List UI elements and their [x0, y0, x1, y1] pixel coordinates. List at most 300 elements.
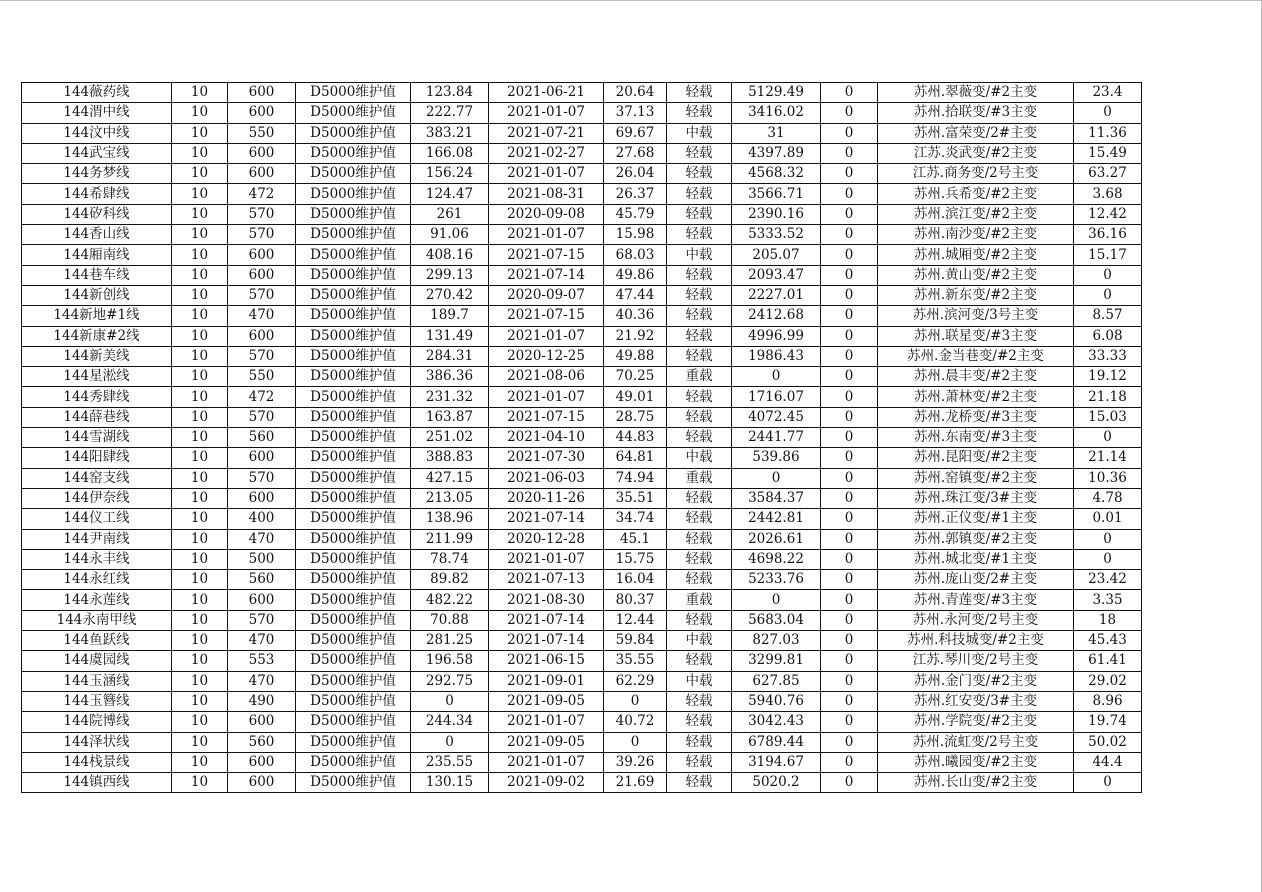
- date-cell: 2021-07-15: [489, 306, 604, 326]
- last-value-cell: 23.4: [1074, 83, 1142, 103]
- substation-cell: 江苏.商务变/2号主变: [878, 164, 1074, 184]
- max-current-cell: 427.15: [411, 468, 489, 488]
- zero-cell: 0: [821, 83, 878, 103]
- voltage-cell: 10: [172, 549, 228, 569]
- zero-cell: 0: [821, 448, 878, 468]
- load-status-cell: 轻载: [667, 428, 732, 448]
- rated-current-cell: 600: [228, 143, 296, 163]
- last-value-cell: 0: [1074, 265, 1142, 285]
- voltage-cell: 10: [172, 610, 228, 630]
- voltage-cell: 10: [172, 651, 228, 671]
- date-cell: 2021-01-07: [489, 164, 604, 184]
- line-name-cell: 144希肆线: [22, 184, 172, 204]
- substation-cell: 苏州.城厢变/#2主变: [878, 245, 1074, 265]
- date-cell: 2021-07-14: [489, 265, 604, 285]
- max-current-cell: 124.47: [411, 184, 489, 204]
- max-current-cell: 270.42: [411, 285, 489, 305]
- table-row: [22, 164, 1142, 184]
- line-name-cell: 144虞园线: [22, 651, 172, 671]
- line-name-cell: 144薛巷线: [22, 407, 172, 427]
- voltage-cell: 10: [172, 631, 228, 651]
- load-status-cell: 轻载: [667, 529, 732, 549]
- rated-current-cell: 470: [228, 529, 296, 549]
- substation-cell: 苏州.红安变/3#主变: [878, 691, 1074, 711]
- date-cell: 2021-02-27: [489, 143, 604, 163]
- load-rate-cell: 49.88: [604, 346, 667, 366]
- voltage-cell: 10: [172, 367, 228, 387]
- load-status-cell: 轻载: [667, 306, 732, 326]
- max-current-cell: 91.06: [411, 225, 489, 245]
- line-name-cell: 144阳肆线: [22, 448, 172, 468]
- last-value-cell: 0: [1074, 103, 1142, 123]
- load-rate-cell: 12.44: [604, 610, 667, 630]
- substation-cell: 苏州.郭镇变/#2主变: [878, 529, 1074, 549]
- line-name-cell: 144伊奈线: [22, 488, 172, 508]
- remaining-capacity-cell: 2441.77: [732, 428, 821, 448]
- zero-cell: 0: [821, 428, 878, 448]
- substation-cell: 苏州.正仪变/#1主变: [878, 509, 1074, 529]
- substation-cell: 苏州.窑镇变/#2主变: [878, 468, 1074, 488]
- rated-current-cell: 472: [228, 184, 296, 204]
- remaining-capacity-cell: 3299.81: [732, 651, 821, 671]
- voltage-cell: 10: [172, 83, 228, 103]
- load-status-cell: 轻载: [667, 285, 732, 305]
- substation-cell: 苏州.兵希变/#2主变: [878, 184, 1074, 204]
- load-status-cell: 轻载: [667, 488, 732, 508]
- rated-current-cell: 570: [228, 285, 296, 305]
- substation-cell: 苏州.珠江变/3#主变: [878, 488, 1074, 508]
- max-current-cell: 231.32: [411, 387, 489, 407]
- last-value-cell: 29.02: [1074, 671, 1142, 691]
- load-rate-cell: 44.83: [604, 428, 667, 448]
- max-current-cell: 131.49: [411, 326, 489, 346]
- max-current-cell: 408.16: [411, 245, 489, 265]
- load-status-cell: 重载: [667, 367, 732, 387]
- table-row: [22, 346, 1142, 366]
- remaining-capacity-cell: 827.03: [732, 631, 821, 651]
- line-name-cell: 144薇药线: [22, 83, 172, 103]
- zero-cell: 0: [821, 306, 878, 326]
- voltage-cell: 10: [172, 712, 228, 732]
- zero-cell: 0: [821, 529, 878, 549]
- zero-cell: 0: [821, 407, 878, 427]
- load-status-cell: 轻载: [667, 326, 732, 346]
- load-status-cell: 轻载: [667, 732, 732, 752]
- remaining-capacity-cell: 5020.2: [732, 773, 821, 793]
- line-name-cell: 144永丰线: [22, 549, 172, 569]
- max-current-cell: 130.15: [411, 773, 489, 793]
- table-row: [22, 468, 1142, 488]
- voltage-cell: 10: [172, 225, 228, 245]
- source-cell: D5000维护值: [296, 631, 411, 651]
- table-row: [22, 204, 1142, 224]
- load-rate-cell: 45.1: [604, 529, 667, 549]
- rated-current-cell: 560: [228, 570, 296, 590]
- remaining-capacity-cell: 5233.76: [732, 570, 821, 590]
- zero-cell: 0: [821, 549, 878, 569]
- line-name-cell: 144矽科线: [22, 204, 172, 224]
- load-status-cell: 中载: [667, 245, 732, 265]
- table-row: [22, 143, 1142, 163]
- source-cell: D5000维护值: [296, 326, 411, 346]
- rated-current-cell: 600: [228, 590, 296, 610]
- substation-cell: 苏州.长山变/#2主变: [878, 773, 1074, 793]
- line-name-cell: 144永红线: [22, 570, 172, 590]
- substation-cell: 苏州.学院变/#2主变: [878, 712, 1074, 732]
- max-current-cell: 0: [411, 732, 489, 752]
- table-row: [22, 732, 1142, 752]
- remaining-capacity-cell: 3194.67: [732, 752, 821, 772]
- line-name-cell: 144镇西线: [22, 773, 172, 793]
- source-cell: D5000维护值: [296, 610, 411, 630]
- load-status-cell: 轻载: [667, 570, 732, 590]
- last-value-cell: 0: [1074, 529, 1142, 549]
- remaining-capacity-cell: 3416.02: [732, 103, 821, 123]
- last-value-cell: 15.17: [1074, 245, 1142, 265]
- substation-cell: 苏州.金门变/#2主变: [878, 671, 1074, 691]
- source-cell: D5000维护值: [296, 225, 411, 245]
- rated-current-cell: 570: [228, 468, 296, 488]
- last-value-cell: 0: [1074, 428, 1142, 448]
- load-rate-cell: 59.84: [604, 631, 667, 651]
- line-name-cell: 144巷车线: [22, 265, 172, 285]
- table-row: [22, 367, 1142, 387]
- source-cell: D5000维护值: [296, 488, 411, 508]
- last-value-cell: 44.4: [1074, 752, 1142, 772]
- voltage-cell: 10: [172, 245, 228, 265]
- table-row: [22, 265, 1142, 285]
- rated-current-cell: 550: [228, 123, 296, 143]
- substation-cell: 苏州.滨河变/3号主变: [878, 306, 1074, 326]
- source-cell: D5000维护值: [296, 184, 411, 204]
- remaining-capacity-cell: 2412.68: [732, 306, 821, 326]
- date-cell: 2021-06-15: [489, 651, 604, 671]
- zero-cell: 0: [821, 184, 878, 204]
- source-cell: D5000维护值: [296, 691, 411, 711]
- table-row: [22, 610, 1142, 630]
- rated-current-cell: 570: [228, 610, 296, 630]
- load-status-cell: 轻载: [667, 143, 732, 163]
- last-value-cell: 3.68: [1074, 184, 1142, 204]
- table-row: [22, 184, 1142, 204]
- date-cell: 2021-07-21: [489, 123, 604, 143]
- voltage-cell: 10: [172, 529, 228, 549]
- max-current-cell: 189.7: [411, 306, 489, 326]
- voltage-cell: 10: [172, 691, 228, 711]
- rated-current-cell: 570: [228, 204, 296, 224]
- line-name-cell: 144新康#2线: [22, 326, 172, 346]
- source-cell: D5000维护值: [296, 590, 411, 610]
- remaining-capacity-cell: 3584.37: [732, 488, 821, 508]
- line-name-cell: 144香山线: [22, 225, 172, 245]
- load-rate-cell: 49.86: [604, 265, 667, 285]
- page-top-border: [0, 0, 1262, 1]
- last-value-cell: 15.49: [1074, 143, 1142, 163]
- line-name-cell: 144永南甲线: [22, 610, 172, 630]
- rated-current-cell: 600: [228, 83, 296, 103]
- table-row: [22, 631, 1142, 651]
- rated-current-cell: 600: [228, 103, 296, 123]
- remaining-capacity-cell: 4698.22: [732, 549, 821, 569]
- load-rate-cell: 0: [604, 732, 667, 752]
- voltage-cell: 10: [172, 590, 228, 610]
- max-current-cell: 123.84: [411, 83, 489, 103]
- table-row: [22, 387, 1142, 407]
- load-rate-cell: 40.36: [604, 306, 667, 326]
- last-value-cell: 8.96: [1074, 691, 1142, 711]
- load-status-cell: 中载: [667, 631, 732, 651]
- date-cell: 2021-08-31: [489, 184, 604, 204]
- rated-current-cell: 400: [228, 509, 296, 529]
- date-cell: 2020-12-28: [489, 529, 604, 549]
- source-cell: D5000维护值: [296, 468, 411, 488]
- source-cell: D5000维护值: [296, 103, 411, 123]
- date-cell: 2021-07-13: [489, 570, 604, 590]
- line-name-cell: 144务梦线: [22, 164, 172, 184]
- remaining-capacity-cell: 4996.99: [732, 326, 821, 346]
- remaining-capacity-cell: 4072.45: [732, 407, 821, 427]
- table-row: [22, 285, 1142, 305]
- zero-cell: 0: [821, 509, 878, 529]
- max-current-cell: 261: [411, 204, 489, 224]
- line-name-cell: 144新美线: [22, 346, 172, 366]
- date-cell: 2021-01-07: [489, 387, 604, 407]
- rated-current-cell: 470: [228, 631, 296, 651]
- substation-cell: 苏州.青莲变/#3主变: [878, 590, 1074, 610]
- last-value-cell: 19.12: [1074, 367, 1142, 387]
- last-value-cell: 50.02: [1074, 732, 1142, 752]
- rated-current-cell: 600: [228, 326, 296, 346]
- rated-current-cell: 470: [228, 671, 296, 691]
- zero-cell: 0: [821, 631, 878, 651]
- rated-current-cell: 600: [228, 752, 296, 772]
- remaining-capacity-cell: 3042.43: [732, 712, 821, 732]
- date-cell: 2021-01-07: [489, 225, 604, 245]
- source-cell: D5000维护值: [296, 773, 411, 793]
- line-name-cell: 144新地#1线: [22, 306, 172, 326]
- max-current-cell: 70.88: [411, 610, 489, 630]
- load-status-cell: 轻载: [667, 387, 732, 407]
- substation-cell: 苏州.黄山变/#2主变: [878, 265, 1074, 285]
- voltage-cell: 10: [172, 184, 228, 204]
- last-value-cell: 18: [1074, 610, 1142, 630]
- load-rate-cell: 62.29: [604, 671, 667, 691]
- date-cell: 2021-06-03: [489, 468, 604, 488]
- load-status-cell: 轻载: [667, 610, 732, 630]
- load-rate-cell: 34.74: [604, 509, 667, 529]
- load-rate-cell: 80.37: [604, 590, 667, 610]
- source-cell: D5000维护值: [296, 428, 411, 448]
- zero-cell: 0: [821, 103, 878, 123]
- load-rate-cell: 16.04: [604, 570, 667, 590]
- load-rate-cell: 68.03: [604, 245, 667, 265]
- load-status-cell: 轻载: [667, 83, 732, 103]
- load-status-cell: 轻载: [667, 752, 732, 772]
- voltage-cell: 10: [172, 265, 228, 285]
- zero-cell: 0: [821, 367, 878, 387]
- load-status-cell: 轻载: [667, 712, 732, 732]
- load-rate-cell: 74.94: [604, 468, 667, 488]
- table-row: [22, 590, 1142, 610]
- source-cell: D5000维护值: [296, 651, 411, 671]
- last-value-cell: 3.35: [1074, 590, 1142, 610]
- remaining-capacity-cell: 539.86: [732, 448, 821, 468]
- last-value-cell: 15.03: [1074, 407, 1142, 427]
- date-cell: 2021-07-30: [489, 448, 604, 468]
- remaining-capacity-cell: 4568.32: [732, 164, 821, 184]
- voltage-cell: 10: [172, 752, 228, 772]
- load-status-cell: 轻载: [667, 407, 732, 427]
- date-cell: 2021-07-14: [489, 610, 604, 630]
- voltage-cell: 10: [172, 468, 228, 488]
- max-current-cell: 244.34: [411, 712, 489, 732]
- remaining-capacity-cell: 1986.43: [732, 346, 821, 366]
- date-cell: 2021-01-07: [489, 712, 604, 732]
- last-value-cell: 6.08: [1074, 326, 1142, 346]
- load-rate-cell: 37.13: [604, 103, 667, 123]
- max-current-cell: 211.99: [411, 529, 489, 549]
- zero-cell: 0: [821, 712, 878, 732]
- voltage-cell: 10: [172, 732, 228, 752]
- date-cell: 2020-09-07: [489, 285, 604, 305]
- table-row: [22, 326, 1142, 346]
- zero-cell: 0: [821, 387, 878, 407]
- line-name-cell: 144渭中线: [22, 103, 172, 123]
- load-rate-cell: 69.67: [604, 123, 667, 143]
- remaining-capacity-cell: 6789.44: [732, 732, 821, 752]
- table-row: [22, 245, 1142, 265]
- max-current-cell: 89.82: [411, 570, 489, 590]
- zero-cell: 0: [821, 570, 878, 590]
- last-value-cell: 0: [1074, 285, 1142, 305]
- source-cell: D5000维护值: [296, 164, 411, 184]
- load-rate-cell: 15.98: [604, 225, 667, 245]
- load-status-cell: 轻载: [667, 346, 732, 366]
- load-rate-cell: 21.92: [604, 326, 667, 346]
- date-cell: 2021-07-14: [489, 509, 604, 529]
- voltage-cell: 10: [172, 306, 228, 326]
- max-current-cell: 281.25: [411, 631, 489, 651]
- source-cell: D5000维护值: [296, 509, 411, 529]
- voltage-cell: 10: [172, 570, 228, 590]
- rated-current-cell: 553: [228, 651, 296, 671]
- voltage-cell: 10: [172, 123, 228, 143]
- load-rate-cell: 27.68: [604, 143, 667, 163]
- substation-cell: 苏州.龙桥变/#3主变: [878, 407, 1074, 427]
- table-row: [22, 773, 1142, 793]
- source-cell: D5000维护值: [296, 123, 411, 143]
- line-name-cell: 144栈景线: [22, 752, 172, 772]
- voltage-cell: 10: [172, 143, 228, 163]
- table-row: [22, 529, 1142, 549]
- table-row: [22, 306, 1142, 326]
- line-name-cell: 144新创线: [22, 285, 172, 305]
- date-cell: 2021-01-07: [489, 549, 604, 569]
- table-row: [22, 225, 1142, 245]
- zero-cell: 0: [821, 245, 878, 265]
- table-row: [22, 752, 1142, 772]
- load-status-cell: 重载: [667, 590, 732, 610]
- rated-current-cell: 600: [228, 448, 296, 468]
- source-cell: D5000维护值: [296, 306, 411, 326]
- source-cell: D5000维护值: [296, 732, 411, 752]
- voltage-cell: 10: [172, 671, 228, 691]
- remaining-capacity-cell: 31: [732, 123, 821, 143]
- load-rate-cell: 35.51: [604, 488, 667, 508]
- zero-cell: 0: [821, 225, 878, 245]
- line-name-cell: 144雪湖线: [22, 428, 172, 448]
- last-value-cell: 21.18: [1074, 387, 1142, 407]
- rated-current-cell: 560: [228, 428, 296, 448]
- max-current-cell: 284.31: [411, 346, 489, 366]
- source-cell: D5000维护值: [296, 570, 411, 590]
- table-body: [22, 83, 1142, 793]
- date-cell: 2021-09-02: [489, 773, 604, 793]
- remaining-capacity-cell: 5333.52: [732, 225, 821, 245]
- load-status-cell: 轻载: [667, 164, 732, 184]
- max-current-cell: 78.74: [411, 549, 489, 569]
- load-rate-cell: 70.25: [604, 367, 667, 387]
- remaining-capacity-cell: 2227.01: [732, 285, 821, 305]
- load-rate-cell: 0: [604, 691, 667, 711]
- date-cell: 2021-01-07: [489, 326, 604, 346]
- remaining-capacity-cell: 0: [732, 367, 821, 387]
- table-row: [22, 549, 1142, 569]
- load-status-cell: 轻载: [667, 651, 732, 671]
- load-rate-cell: 47.44: [604, 285, 667, 305]
- feeder-load-table: [21, 82, 1142, 793]
- zero-cell: 0: [821, 488, 878, 508]
- substation-cell: 苏州.科技城变/#2主变: [878, 631, 1074, 651]
- table-row: [22, 651, 1142, 671]
- source-cell: D5000维护值: [296, 265, 411, 285]
- remaining-capacity-cell: 4397.89: [732, 143, 821, 163]
- load-rate-cell: 28.75: [604, 407, 667, 427]
- load-rate-cell: 26.37: [604, 184, 667, 204]
- max-current-cell: 251.02: [411, 428, 489, 448]
- substation-cell: 苏州.萧林变/#2主变: [878, 387, 1074, 407]
- voltage-cell: 10: [172, 488, 228, 508]
- load-rate-cell: 35.55: [604, 651, 667, 671]
- date-cell: 2021-08-30: [489, 590, 604, 610]
- line-name-cell: 144玉涵线: [22, 671, 172, 691]
- load-rate-cell: 39.26: [604, 752, 667, 772]
- load-rate-cell: 45.79: [604, 204, 667, 224]
- max-current-cell: 299.13: [411, 265, 489, 285]
- zero-cell: 0: [821, 143, 878, 163]
- substation-cell: 苏州.翠薇变/#2主变: [878, 83, 1074, 103]
- last-value-cell: 36.16: [1074, 225, 1142, 245]
- zero-cell: 0: [821, 164, 878, 184]
- table-row: [22, 570, 1142, 590]
- remaining-capacity-cell: 0: [732, 468, 821, 488]
- last-value-cell: 4.78: [1074, 488, 1142, 508]
- rated-current-cell: 472: [228, 387, 296, 407]
- line-name-cell: 144武宝线: [22, 143, 172, 163]
- zero-cell: 0: [821, 732, 878, 752]
- date-cell: 2021-07-14: [489, 631, 604, 651]
- line-name-cell: 144汶中线: [22, 123, 172, 143]
- last-value-cell: 11.36: [1074, 123, 1142, 143]
- max-current-cell: 196.58: [411, 651, 489, 671]
- load-status-cell: 中载: [667, 671, 732, 691]
- source-cell: D5000维护值: [296, 245, 411, 265]
- zero-cell: 0: [821, 285, 878, 305]
- line-name-cell: 144玉簪线: [22, 691, 172, 711]
- substation-cell: 苏州.城北变/#1主变: [878, 549, 1074, 569]
- max-current-cell: 235.55: [411, 752, 489, 772]
- voltage-cell: 10: [172, 448, 228, 468]
